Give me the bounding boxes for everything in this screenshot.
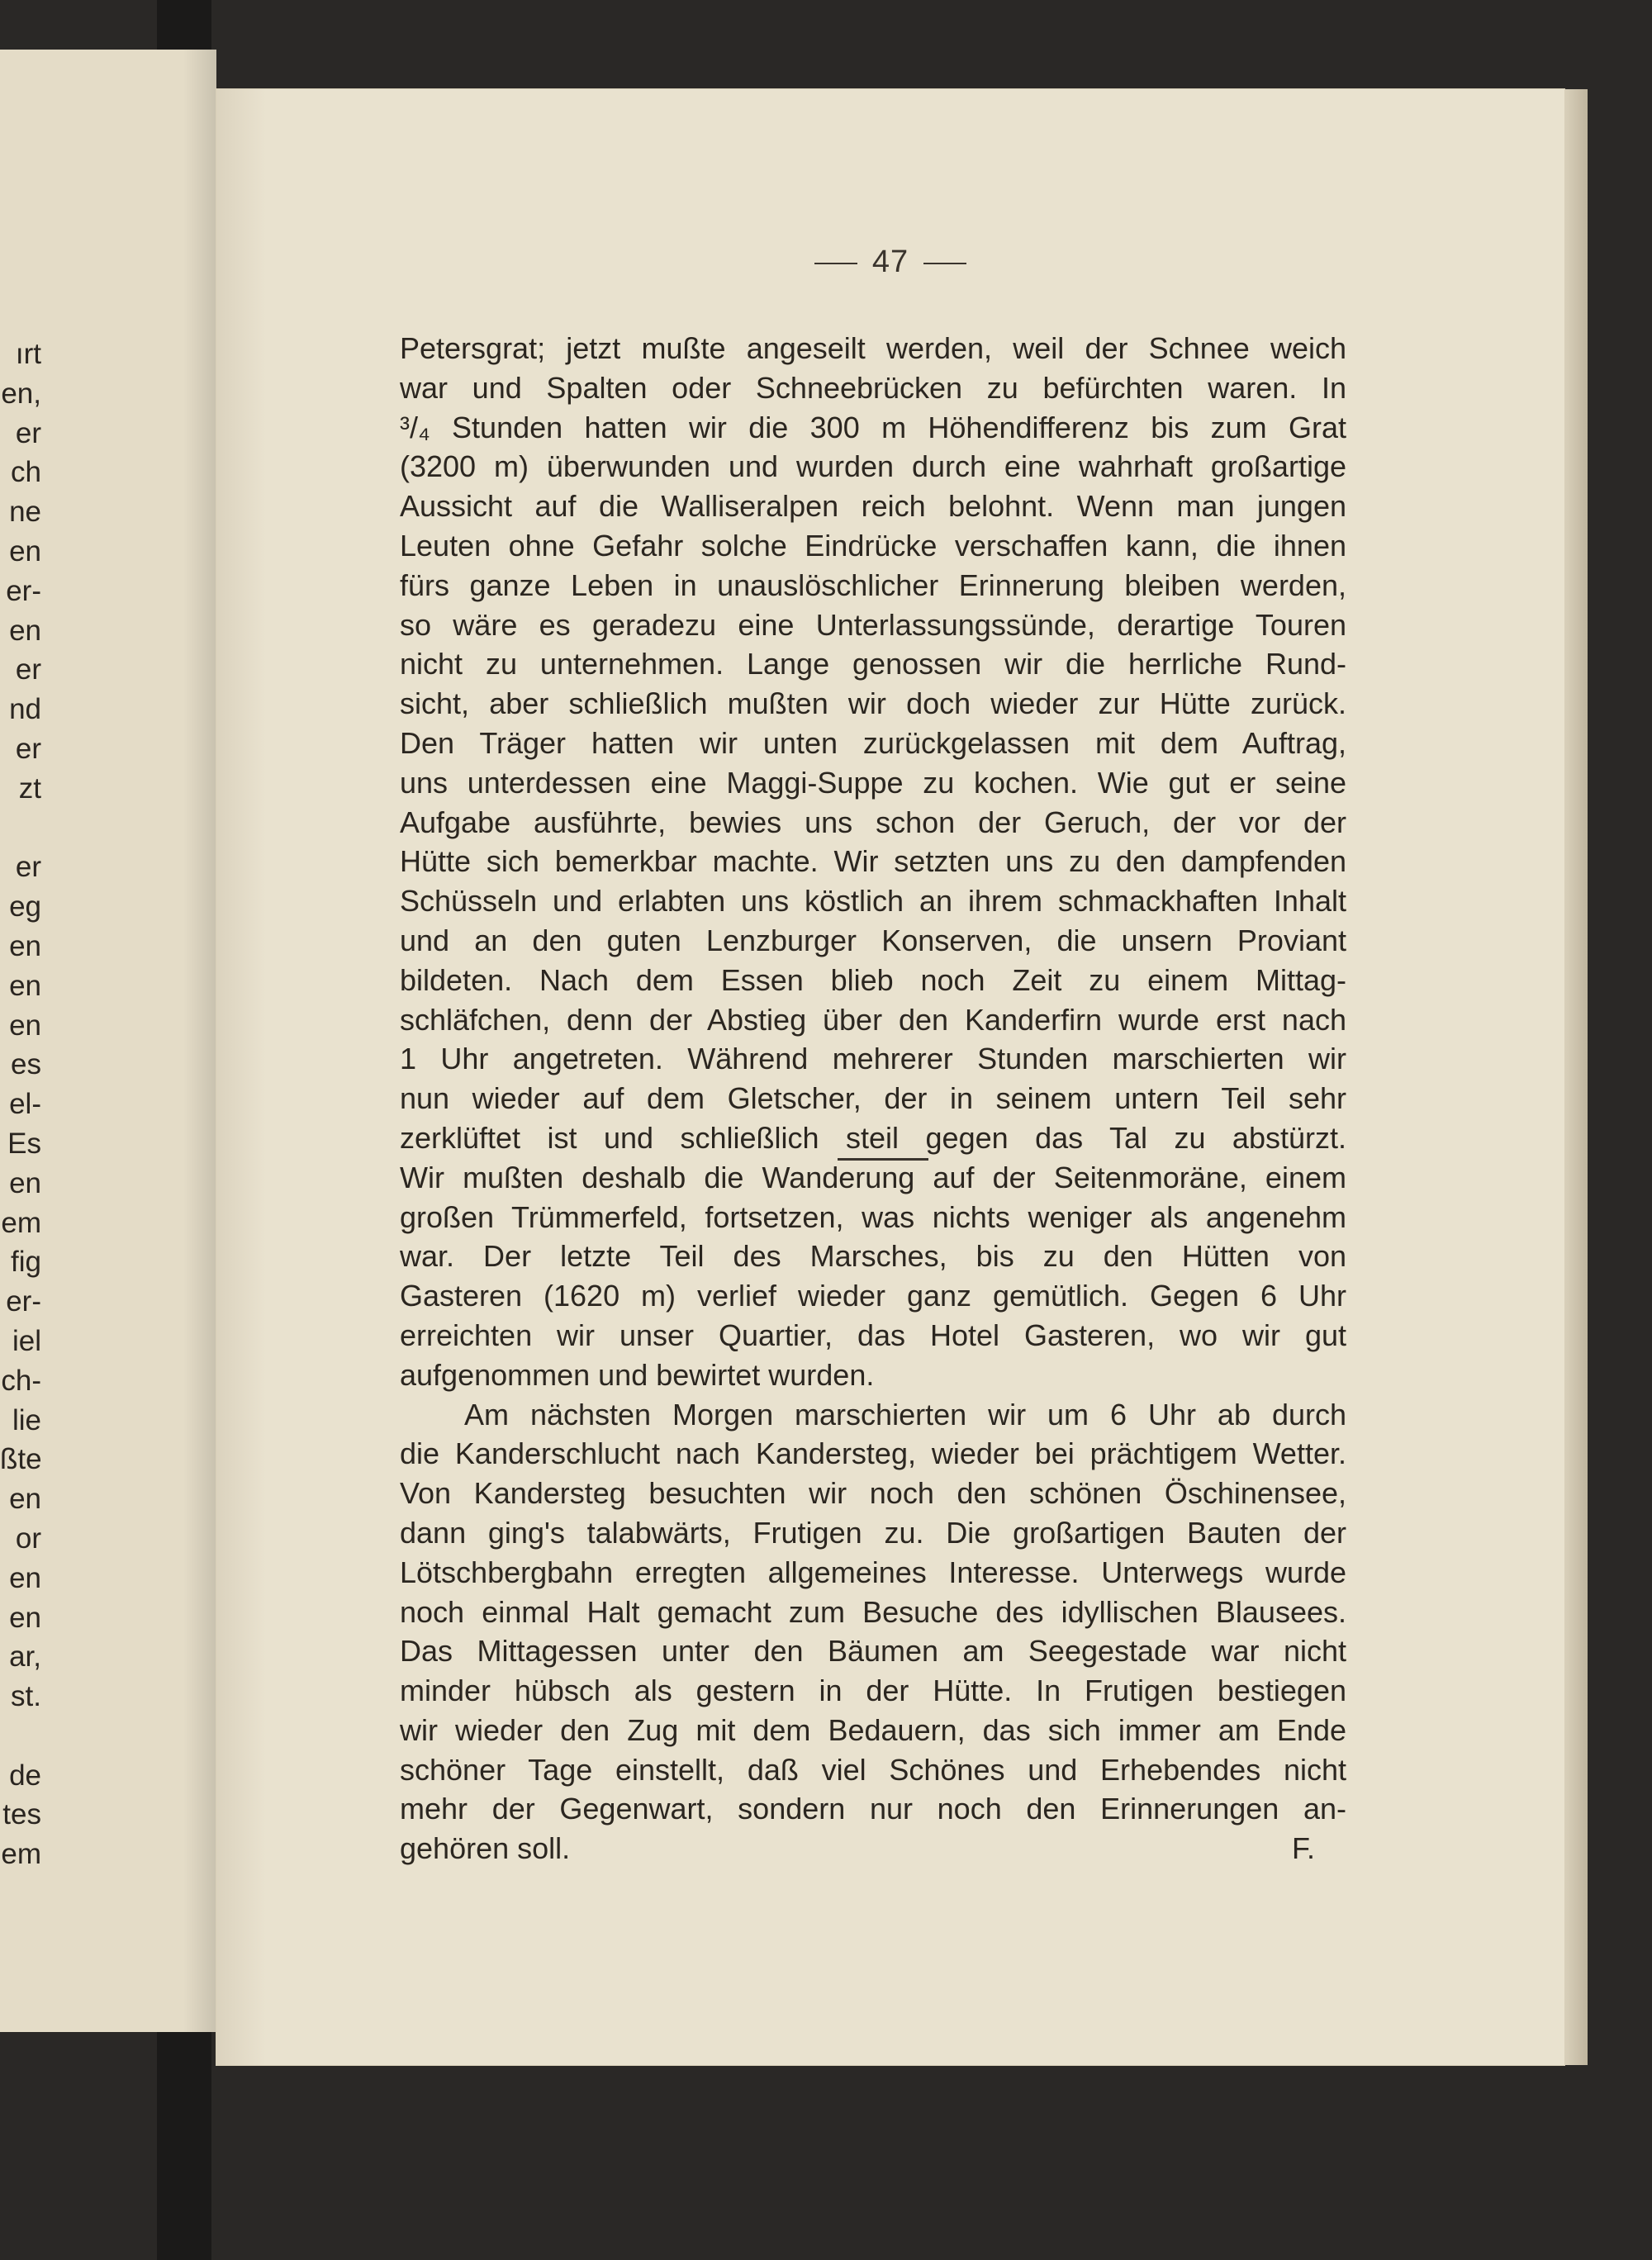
- previous-page-line-fragment: lie: [12, 1403, 41, 1436]
- page-body-text: [400, 329, 1346, 1868]
- previous-page-line-fragment: zt: [18, 772, 41, 805]
- text-line: Petersgrat; jetzt mußte angeseilt werden, weil der Schnee weich: [400, 331, 1346, 365]
- text-line: (3200 m) überwunden und wurden durch eine wahrhaft großartige: [400, 449, 1346, 484]
- previous-page-line-fragment: ch-: [1, 1364, 41, 1397]
- previous-page-line-fragment: er: [15, 416, 41, 449]
- previous-page-line-fragment: de: [9, 1759, 41, 1792]
- previous-page-line-fragment: iel: [12, 1324, 41, 1357]
- text-line: Von Kandersteg besuchten wir noch den schönen Öschinensee,: [400, 1476, 1346, 1511]
- previous-page-line-fragment: en,: [1, 377, 41, 410]
- author-initial: F.: [1291, 1831, 1315, 1866]
- text-line: Lötschbergbahn erregten allgemeines Interesse. Unterwegs wurde: [400, 1555, 1346, 1589]
- previous-page-line-fragment: en: [9, 1166, 41, 1199]
- text-line: Aufgabe ausführte, bewies uns schon der Geruch, der vor der: [400, 805, 1346, 839]
- text-line: dann ging's talabwärts, Frutigen zu. Die großartigen Bauten der: [400, 1515, 1346, 1550]
- text-line: nicht zu unternehmen. Lange genossen wir die herrliche Rund-: [400, 647, 1346, 681]
- previous-page-line-fragment: en: [9, 1483, 41, 1516]
- page-gutter-shade: [216, 89, 266, 2065]
- text-line: die Kanderschlucht nach Kandersteg, wieder bei prächtigem Wetter.: [400, 1436, 1346, 1471]
- previous-page-line-fragment: er: [15, 653, 41, 686]
- text-line: Am nächsten Morgen marschierten wir um 6 Uhr ab durch: [464, 1397, 1346, 1431]
- text-line: aufgenommen und bewirtet wurden.: [400, 1357, 875, 1392]
- previous-page-line-fragment: em: [1, 1838, 41, 1871]
- page-number-value: 47: [871, 245, 909, 279]
- previous-page-line-fragment: ırt: [15, 338, 41, 370]
- previous-page-line-fragment: ne: [9, 496, 41, 529]
- text-line: ³/₄ Stunden hatten wir die 300 m Höhendifferenz bis zum Grat: [400, 410, 1346, 444]
- text-line: mehr der Gegenwart, sondern nur noch den Erinnerungen an-: [400, 1792, 1346, 1826]
- previous-page-line-fragment: Es: [7, 1127, 41, 1160]
- text-line: erreichten wir unser Quartier, das Hotel Gasteren, wo wir gut: [400, 1318, 1346, 1352]
- end-rule: [838, 1158, 928, 1161]
- text-line: Schüsseln und erlabten uns köstlich an ihrem schmackhaften Inhalt: [400, 884, 1346, 919]
- text-line: wir wieder den Zug mit dem Bedauern, das sich immer am Ende: [400, 1712, 1346, 1747]
- text-line: Den Träger hatten wir unten zurückgelassen mit dem Auftrag,: [400, 725, 1346, 760]
- previous-page-line-fragment: ar,: [9, 1640, 41, 1674]
- text-line: Das Mittagessen unter den Bäumen am Seegestade war nicht: [400, 1634, 1346, 1669]
- previous-page-line-fragment: [0, 809, 41, 848]
- previous-page-fragment: [0, 50, 216, 2032]
- previous-page-line-fragment: en: [9, 1601, 41, 1634]
- previous-page-line-fragment: en: [9, 614, 41, 647]
- previous-page-line-fragment: st.: [11, 1680, 41, 1713]
- text-line: uns unterdessen eine Maggi-Suppe zu kochen. Wie gut er seine: [400, 765, 1346, 800]
- closing-line: [400, 1829, 1346, 1868]
- previous-page-line-fragment: fig: [11, 1246, 41, 1279]
- gutter-shadow: [183, 50, 216, 2032]
- previous-page-line-fragment: er: [15, 851, 41, 884]
- text-line: bildeten. Nach dem Essen blieb noch Zeit zu einem Mittag-: [400, 962, 1346, 997]
- page-number: [216, 245, 1564, 280]
- page-stack-edge: [1564, 89, 1588, 2065]
- previous-page-line-fragment: ßte: [0, 1443, 42, 1476]
- previous-page-line-fragment: nd: [9, 693, 41, 726]
- previous-page-line-fragment: en: [9, 534, 41, 567]
- previous-page-line-fragment: en: [9, 1009, 41, 1042]
- page-number-dash-right: [923, 263, 966, 264]
- page-number-dash-left: [814, 263, 857, 264]
- previous-page-line-fragment: el-: [9, 1088, 41, 1121]
- text-line: Hütte sich bemerkbar machte. Wir setzten uns zu den dampfenden: [400, 844, 1346, 879]
- text-line: schläfchen, denn der Abstieg über den Kanderfirn wurde erst nach: [400, 1002, 1346, 1037]
- previous-page-line-fragment: [0, 1716, 41, 1756]
- text-line: war. Der letzte Teil des Marsches, bis zu den Hütten von: [400, 1239, 1346, 1274]
- book-page: [216, 89, 1564, 2065]
- text-line: minder hübsch als gestern in der Hütte. In Frutigen bestiegen: [400, 1674, 1346, 1708]
- previous-page-line-fragment: em: [1, 1206, 41, 1239]
- text-line: 1 Uhr angetreten. Während mehrerer Stunden marschierten wir: [400, 1042, 1346, 1076]
- previous-page-line-fragment: or: [15, 1522, 41, 1555]
- text-line: Aussicht auf die Walliseralpen reich belohnt. Wenn man jungen: [400, 489, 1346, 524]
- previous-page-text-edge: [0, 335, 41, 1874]
- text-line: und an den guten Lenzburger Konserven, die unsern Proviant: [400, 923, 1346, 957]
- previous-page-line-fragment: eg: [9, 890, 41, 923]
- previous-page-line-fragment: er: [15, 732, 41, 765]
- closing-text: gehören soll.: [400, 1831, 571, 1866]
- previous-page-line-fragment: es: [11, 1048, 41, 1081]
- text-line: großen Trümmerfeld, fortsetzen, was nichts weniger als angenehm: [400, 1199, 1346, 1234]
- previous-page-line-fragment: er-: [6, 574, 41, 607]
- text-line: sicht, aber schließlich mußten wir doch wieder zur Hütte zurück.: [400, 686, 1346, 721]
- text-line: zerklüftet ist und schließlich steil gegen das Tal zu abstürzt.: [400, 1120, 1346, 1155]
- previous-page-line-fragment: en: [9, 969, 41, 1002]
- previous-page-line-fragment: tes: [2, 1798, 41, 1831]
- text-line: nun wieder auf dem Gletscher, der in seinem untern Teil sehr: [400, 1081, 1346, 1116]
- text-line: Gasteren (1620 m) verlief wieder ganz gemütlich. Gegen 6 Uhr: [400, 1279, 1346, 1313]
- text-line: fürs ganze Leben in unauslöschlicher Erinnerung bleiben werden,: [400, 567, 1346, 602]
- previous-page-line-fragment: en: [9, 929, 41, 962]
- text-line: noch einmal Halt gemacht zum Besuche des idyllischen Blausees.: [400, 1594, 1346, 1629]
- text-line: Leuten ohne Gefahr solche Eindrücke verschaffen kann, die ihnen: [400, 528, 1346, 563]
- text-line: so wäre es geradezu eine Unterlassungssünde, derartige Touren: [400, 607, 1346, 642]
- previous-page-line-fragment: ch: [11, 456, 41, 489]
- previous-page-line-fragment: en: [9, 1561, 41, 1594]
- text-line: Wir mußten deshalb die Wanderung auf der Seitenmoräne, einem: [400, 1160, 1346, 1194]
- text-line: war und Spalten oder Schneebrücken zu befürchten waren. In: [400, 370, 1346, 405]
- text-line: schöner Tage einstellt, daß viel Schönes und Erhebendes nicht: [400, 1752, 1346, 1787]
- previous-page-line-fragment: er-: [6, 1285, 41, 1318]
